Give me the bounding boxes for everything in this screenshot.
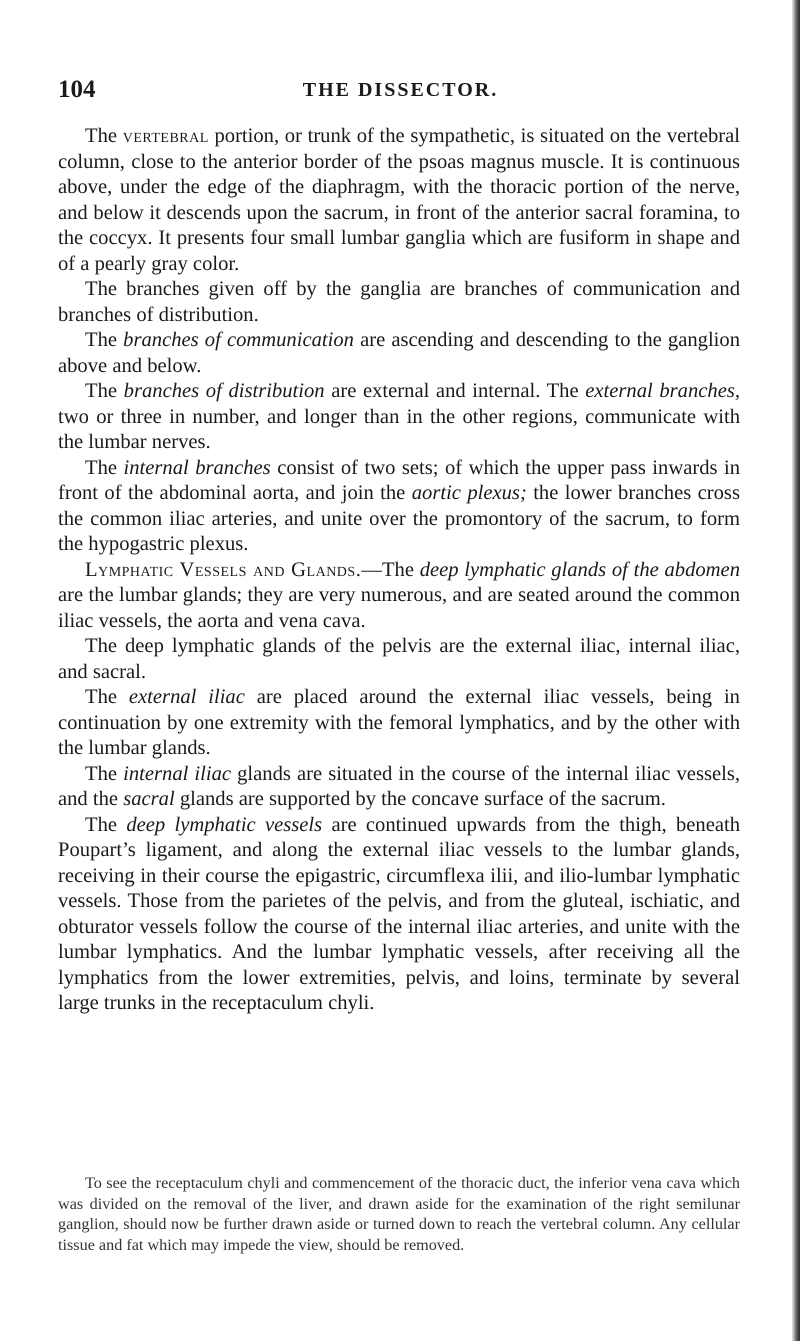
small-caps-heading: Lymphatic Vessels and Glands.	[85, 558, 362, 581]
paragraph-external-iliac: The external iliac are placed around the external iliac vessels, being in continuation by one extremity with the femoral lymphatics, and by the other with the lumbar glands.	[58, 686, 740, 759]
italic-term: deep lymphatic glands of the abdomen	[419, 558, 740, 581]
paragraph-vertebral-portion: The vertebral portion, or trunk of the sympathetic, is situated on the vertebral column, close to the anterior border of the psoas magnus muscle. It is continuous above, under the edge of the diaphragm, with the thoracic portion of the nerve, and below it descends upon the sacrum, in front of the anterior sacral foramina, to the coccyx. It presents four small lumbar ganglia which are fusiform in shape and of a pearly gray color.	[58, 125, 741, 275]
italic-term: internal branches	[123, 456, 271, 479]
italic-term: sacral	[123, 788, 175, 810]
italic-term: internal iliac	[123, 762, 232, 785]
paragraph-internal-iliac: The internal iliac glands are situated in the course of the internal iliac vessels, and the sacral glands are supported by the concave surface of the sacrum.	[58, 762, 740, 810]
dissection-note	[58, 1173, 740, 1255]
page-edge-shadow	[792, 0, 800, 1341]
small-caps-term: vertebral	[122, 125, 209, 147]
running-head: THE DISSECTOR.	[302, 79, 499, 101]
italic-term: external branches,	[585, 380, 741, 402]
paragraph-branches-of-distribution: The branches of distribution are external and internal. The external branches, two or three in number, and longer than in the other regions, communicate with the lumbar nerves.	[58, 380, 741, 453]
paragraph-pelvis-glands: The deep lymphatic glands of the pelvis are the external iliac, internal iliac, and sacral.	[58, 635, 740, 683]
paragraph-lymphatic-vessels: Lymphatic Vessels and Glands.—The deep lymphatic glands of the abdomen are the lumbar glands; they are very numerous, and are seated around the common iliac vessels, the aorta and vena cava.	[58, 558, 740, 632]
note-paragraph: To see the receptaculum chyli and commencement of the thoracic duct, the inferior vena cava which was divided on the removal of the liver, and drawn aside for the examination of the right semilunar ganglion, should now be further drawn aside or turned down to reach the vertebral column. Any cellular tissue and fat which may impede the view, should be removed.	[58, 1174, 740, 1254]
body-text	[58, 124, 740, 1017]
italic-term: branches of communication	[123, 329, 354, 351]
italic-term: external iliac	[128, 686, 245, 708]
italic-term: branches of distribution	[123, 380, 325, 402]
page-number: 104	[58, 76, 96, 103]
paragraph-branches-of-communication: The branches of communication are ascending and descending to the ganglion above and below.	[58, 329, 740, 377]
italic-term: aortic plexus;	[411, 482, 527, 504]
paragraph-branches: The branches given off by the ganglia are branches of communication and branches of distribution.	[58, 278, 740, 326]
paragraph-internal-branches: The internal branches consist of two sets; of which the upper pass inwards in front of the abdominal aorta, and join the aortic plexus; the lower branches cross the common iliac arteries, and unite over the promontory of the sacrum, to form the hypogastric plexus.	[58, 456, 740, 555]
page-header	[58, 76, 743, 108]
paragraph-deep-lymphatic-vessels: The deep lymphatic vessels are continued upwards from the thigh, beneath Poupart’s ligament, and along the external iliac vessels to the lumbar glands, receiving in their course the epigastric, circumflexa ilii, and ilio-lumbar lymphatic vessels. Those from the parietes of the pelvis, and from the gluteal, ischiatic, and obturator vessels follow the course of the internal iliac arteries, and unite with the lumbar lymphatics. And the lumbar lymphatic vessels, after receiving all the lymphatics from the lower extremities, pelvis, and loins, terminate by several large trunks in the receptaculum chyli.	[58, 813, 740, 1014]
italic-term: deep lymphatic vessels	[126, 813, 323, 836]
